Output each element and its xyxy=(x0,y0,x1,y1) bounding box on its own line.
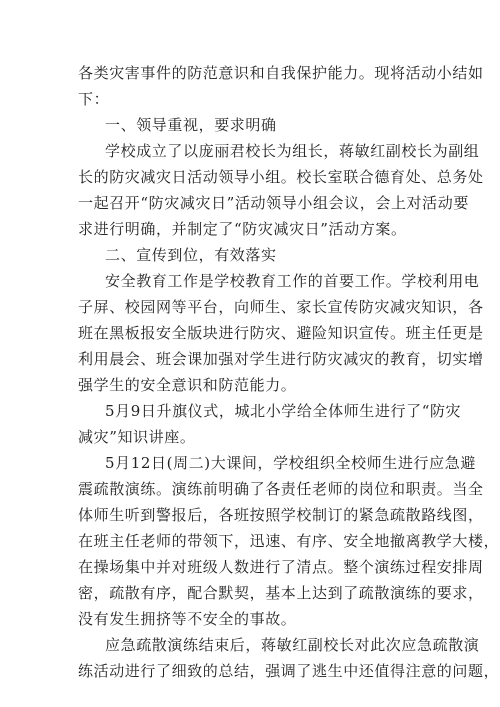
text-line: 各类灾害事件的防范意识和自我保护能力。现将活动小结如 xyxy=(78,64,484,82)
text-line: 减灾”知识讲座。 xyxy=(78,428,196,446)
text-line: 体师生听到警报后，各班按照学校制订的紧急疏散路线图， xyxy=(78,506,484,524)
section-heading: 二、宣传到位，有效落实 xyxy=(105,246,277,264)
text-line: 5月9日升旗仪式，城北小学给全体师生进行了“防灾 xyxy=(105,402,462,420)
section-heading: 一、领导重视，要求明确 xyxy=(105,116,277,134)
text-line: 5月12日(周二)大课间，学校组织全校师生进行应急避 xyxy=(105,454,476,472)
text-line: 安全教育工作是学校教育工作的首要工作。学校利用电 xyxy=(105,272,480,290)
text-line: 下： xyxy=(78,90,110,108)
text-line: 求进行明确，并制定了“防灾减灾日”活动方案。 xyxy=(78,220,407,238)
text-line: 班在黑板报安全版块进行防灾、避险知识宣传。班主任更是 xyxy=(78,324,484,342)
text-line: 在班主任老师的带领下，迅速、有序、安全地撤离教学大楼， xyxy=(78,532,500,550)
text-line: 子屏、校园网等平台，向师生、家长宣传防灾减灾知识，各 xyxy=(78,298,484,316)
text-line: 震疏散演练。演练前明确了各责任老师的岗位和职责。当全 xyxy=(78,480,484,498)
text-line: 一起召开“防灾减灾日”活动领导小组会议，会上对活动要 xyxy=(78,194,469,212)
text-line: 利用晨会、班会课加强对学生进行防灾减灾的教育，切实增 xyxy=(78,350,484,368)
text-line: 在操场集中并对班级人数进行了清点。整个演练过程安排周 xyxy=(78,558,484,576)
text-line: 应急疏散演练结束后，蒋敏红副校长对此次应急疏散演 xyxy=(105,636,480,654)
text-line: 学校成立了以庞丽君校长为组长，蒋敏红副校长为副组 xyxy=(105,142,480,160)
text-line: 密，疏散有序，配合默契，基本上达到了疏散演练的要求， xyxy=(78,584,484,602)
text-line: 没有发生拥挤等不安全的事故。 xyxy=(78,610,297,628)
text-line: 强学生的安全意识和防范能力。 xyxy=(78,376,297,394)
text-line: 练活动进行了细致的总结，强调了逃生中还值得注意的问题， xyxy=(78,662,500,680)
text-line: 长的防灾减灾日活动领导小组。校长室联合德育处、总务处 xyxy=(78,168,484,186)
